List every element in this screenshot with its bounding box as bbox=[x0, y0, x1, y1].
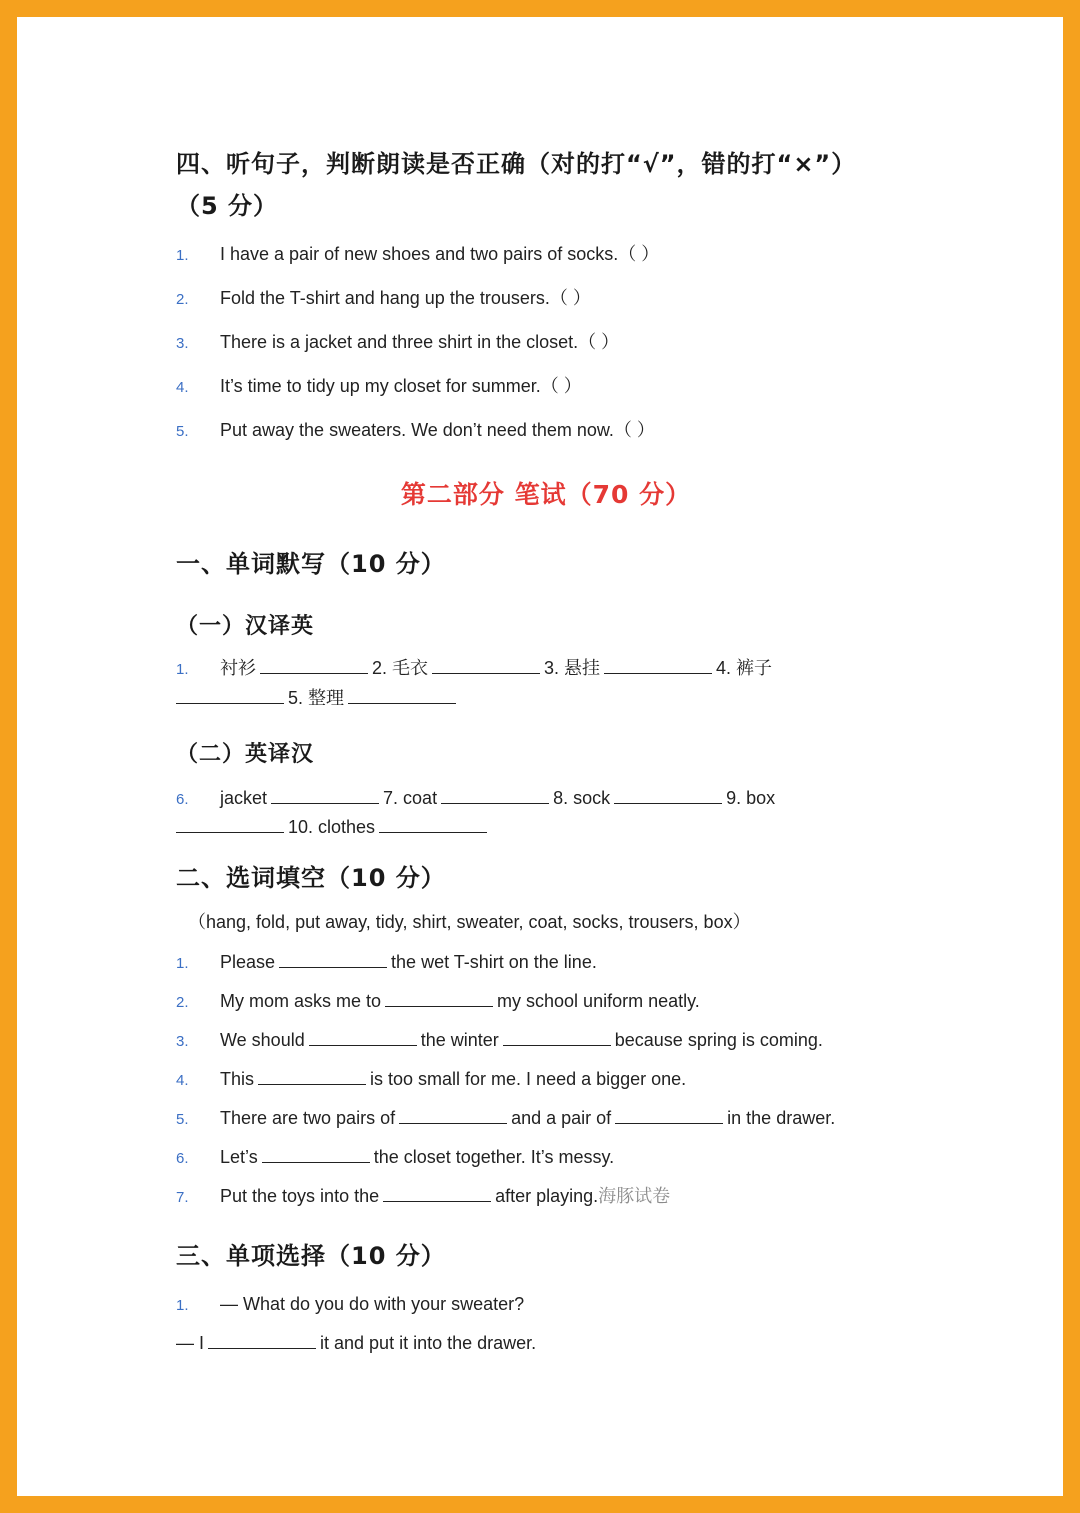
item-number: 2. bbox=[176, 994, 189, 1011]
item-number: 3. bbox=[176, 335, 189, 352]
item-text bbox=[220, 949, 597, 975]
fill-list bbox=[176, 949, 916, 1211]
list-item bbox=[176, 241, 916, 269]
answer-blank[interactable] bbox=[385, 989, 493, 1007]
text-part: the wet T-shirt on the line. bbox=[391, 952, 597, 972]
answer-line bbox=[176, 1330, 916, 1356]
list-item bbox=[176, 655, 916, 683]
worksheet-page bbox=[17, 17, 1063, 1496]
answer-blank[interactable] bbox=[399, 1106, 507, 1124]
item-number: 1. bbox=[176, 247, 189, 264]
item-text: I have a pair of new shoes and two pairs of socks.（ ） bbox=[220, 244, 660, 264]
answer-blank[interactable] bbox=[383, 1184, 491, 1202]
text-part: is too small for me. I need a bigger one. bbox=[370, 1069, 687, 1089]
list-item bbox=[176, 1027, 916, 1055]
item-text bbox=[220, 1144, 614, 1170]
english-to-chinese-items bbox=[176, 785, 916, 841]
text-part: There are two pairs of bbox=[220, 1108, 396, 1128]
answer-blank[interactable] bbox=[258, 1067, 366, 1085]
item-text bbox=[220, 1027, 823, 1053]
text-part: Let’s bbox=[220, 1147, 258, 1167]
item-text: There is a jacket and three shirt in the closet.（ ） bbox=[220, 332, 620, 352]
word: 3. 悬挂 bbox=[544, 658, 601, 678]
word: 8. sock bbox=[553, 788, 611, 808]
watermark-text: 海豚试卷 bbox=[598, 1186, 671, 1207]
item-number: 6. bbox=[176, 791, 189, 808]
answer-blank[interactable] bbox=[176, 686, 284, 704]
answer-blank[interactable] bbox=[441, 786, 549, 804]
answer-blank[interactable] bbox=[379, 815, 487, 833]
answer-blank[interactable] bbox=[432, 656, 540, 674]
item-number: 2. bbox=[176, 291, 189, 308]
text-part: my school uniform neatly. bbox=[497, 991, 700, 1011]
item-text: Fold the T-shirt and hang up the trousers.（ ） bbox=[220, 288, 591, 308]
list-item bbox=[176, 988, 916, 1016]
list-item bbox=[176, 1183, 916, 1211]
text-part: — I bbox=[176, 1333, 205, 1353]
item-number: 5. bbox=[176, 1111, 189, 1128]
chinese-to-english-items bbox=[176, 655, 916, 713]
answer-blank[interactable] bbox=[262, 1145, 370, 1163]
answer-blank[interactable] bbox=[614, 786, 722, 804]
answer-blank[interactable] bbox=[271, 786, 379, 804]
item-number: 6. bbox=[176, 1150, 189, 1167]
word-bank: （hang, fold, put away, tidy, shirt, sweater, coat, socks, trousers, box） bbox=[188, 912, 751, 932]
list-item bbox=[176, 949, 916, 977]
text-part: Please bbox=[220, 952, 276, 972]
text-part: Put the toys into the bbox=[220, 1186, 380, 1206]
list-item bbox=[176, 417, 916, 445]
word: 2. 毛衣 bbox=[372, 658, 429, 678]
text-part: We should bbox=[220, 1030, 305, 1050]
word: jacket bbox=[220, 788, 268, 808]
item-number: 4. bbox=[176, 379, 189, 396]
item-text bbox=[220, 655, 772, 681]
worksheet-content bbox=[176, 143, 916, 1356]
single-choice-title: 三、单项选择（10 分） bbox=[176, 1242, 446, 1270]
part-two-title: 第二部分 笔试（70 分） bbox=[400, 480, 692, 509]
list-item bbox=[176, 373, 916, 401]
answer-blank[interactable] bbox=[503, 1028, 611, 1046]
text-part: the closet together. It’s messy. bbox=[373, 1147, 615, 1167]
text-part: in the drawer. bbox=[727, 1108, 836, 1128]
word: 9. box bbox=[726, 788, 776, 808]
word: 4. 裤子 bbox=[716, 658, 773, 678]
word: 7. coat bbox=[383, 788, 438, 808]
list-item-continued bbox=[176, 813, 916, 841]
text-part: and a pair of bbox=[511, 1108, 612, 1128]
item-number: 4. bbox=[176, 1072, 189, 1089]
answer-blank[interactable] bbox=[260, 656, 368, 674]
item-number: 1. bbox=[176, 661, 189, 678]
word: 5. 整理 bbox=[288, 688, 345, 708]
item-text bbox=[220, 785, 775, 811]
list-item-continued bbox=[176, 683, 916, 713]
text-part: after playing. bbox=[495, 1186, 599, 1206]
list-item bbox=[176, 1066, 916, 1094]
english-to-chinese-title: （二）英译汉 bbox=[176, 742, 315, 767]
choice-list bbox=[176, 1291, 916, 1356]
section-four-score: （5 分） bbox=[176, 192, 279, 220]
text-part: This bbox=[220, 1069, 255, 1089]
section-four-title: 四、听句子，判断朗读是否正确（对的打“√”，错的打“×”） bbox=[176, 150, 857, 178]
word: 衬衫 bbox=[220, 658, 256, 678]
answer-blank[interactable] bbox=[279, 950, 387, 968]
text-part: it and put it into the drawer. bbox=[320, 1333, 537, 1353]
list-item bbox=[176, 329, 916, 357]
item-number: 1. bbox=[176, 955, 189, 972]
item-text: Put away the sweaters. We don’t need them now.（ ） bbox=[220, 420, 655, 440]
answer-blank[interactable] bbox=[176, 815, 284, 833]
chinese-to-english-title: （一）汉译英 bbox=[176, 614, 315, 639]
list-item bbox=[176, 1105, 916, 1133]
answer-blank[interactable] bbox=[309, 1028, 417, 1046]
item-number: 1. bbox=[176, 1297, 189, 1314]
text-part: the winter bbox=[420, 1030, 499, 1050]
text-part: because spring is coming. bbox=[614, 1030, 823, 1050]
text-part: My mom asks me to bbox=[220, 991, 382, 1011]
item-number: 7. bbox=[176, 1189, 189, 1206]
list-item bbox=[176, 785, 916, 813]
list-item bbox=[176, 285, 916, 313]
question-text: — What do you do with your sweater? bbox=[220, 1294, 525, 1314]
item-number: 5. bbox=[176, 423, 189, 440]
answer-blank[interactable] bbox=[604, 656, 712, 674]
item-text bbox=[220, 1183, 670, 1210]
item-number: 3. bbox=[176, 1033, 189, 1050]
answer-blank[interactable] bbox=[615, 1106, 723, 1124]
answer-blank[interactable] bbox=[348, 686, 456, 704]
list-item bbox=[176, 1291, 916, 1319]
item-text bbox=[220, 1105, 835, 1131]
item-text bbox=[220, 1066, 686, 1092]
list-item bbox=[176, 1144, 916, 1172]
fill-blanks-title: 二、选词填空（10 分） bbox=[176, 864, 446, 892]
listening-list bbox=[176, 241, 916, 445]
item-text bbox=[220, 988, 700, 1014]
item-text: It’s time to tidy up my closet for summer.（ ） bbox=[220, 376, 582, 396]
answer-blank[interactable] bbox=[208, 1331, 316, 1349]
word: 10. clothes bbox=[288, 817, 376, 837]
dictation-title: 一、单词默写（10 分） bbox=[176, 550, 446, 578]
